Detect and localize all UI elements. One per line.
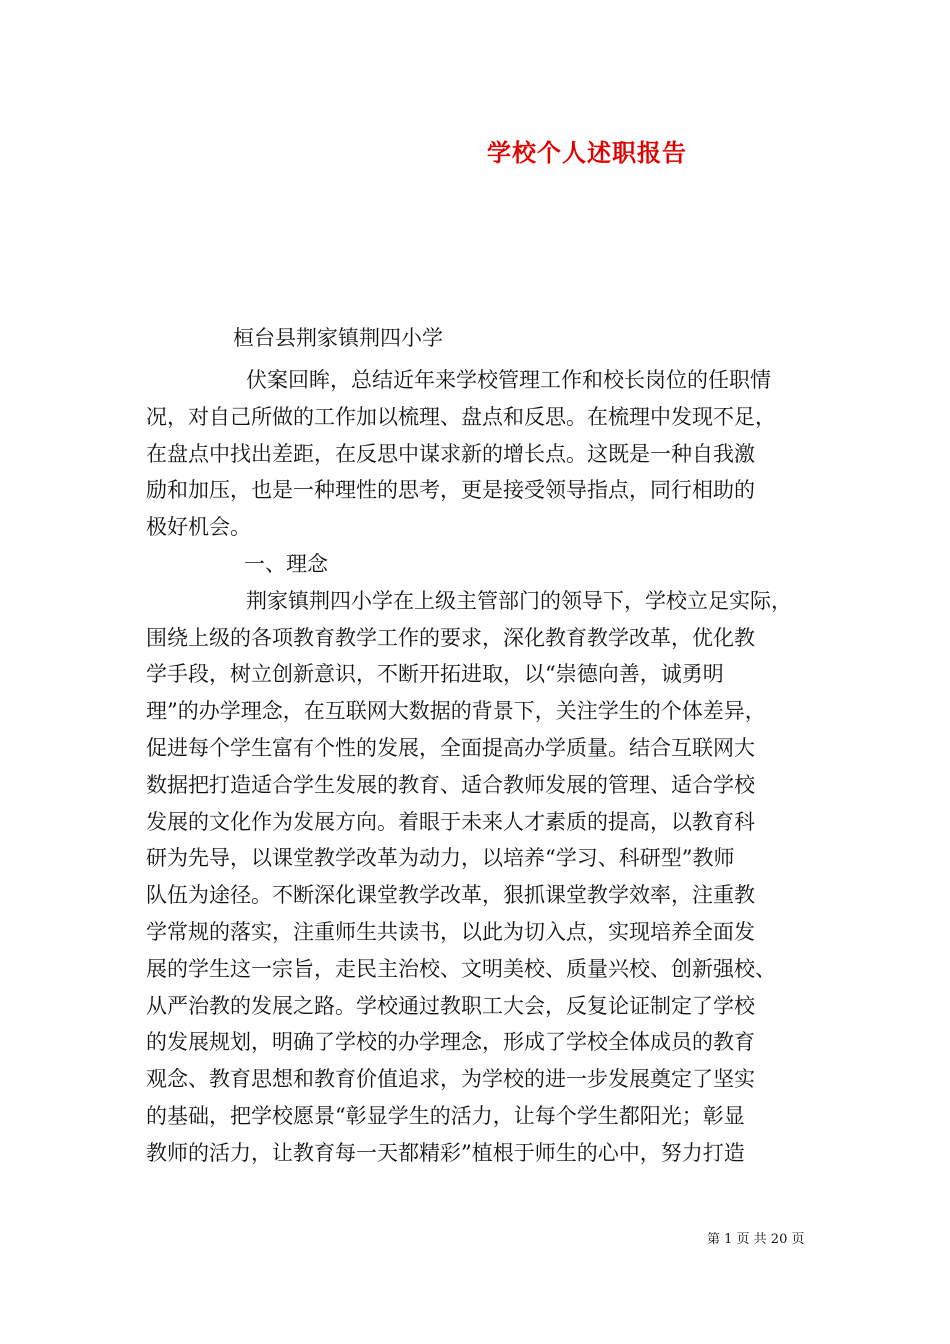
body-line: 发展的文化作为发展方向。着眼于未来人才素质的提高，以教育科	[146, 809, 755, 834]
body-line: 观念、教育思想和教育价值追求，为学校的进一步发展奠定了坚实	[146, 1067, 755, 1092]
body-line: 况，对自己所做的工作加以梳理、盘点和反思。在梳理中发现不足，	[146, 404, 776, 429]
body-line: 数据把打造适合学生发展的教育、适合教师发展的管理、适合学校	[146, 772, 755, 797]
document-title: 学校个人述职报告	[487, 138, 687, 167]
school-name: 桓台县荆家镇荆四小学	[233, 326, 443, 350]
body-line: 展的学生这一宗旨，走民主治校、文明美校、质量兴校、创新强校、	[146, 956, 776, 981]
body-line: 学常规的落实，注重师生共读书，以此为切入点，实现培养全面发	[146, 919, 755, 944]
body-line: 研为先导，以课堂教学改革为动力，以培养“学习、科研型”教师	[146, 846, 735, 871]
body-line: 在盘点中找出差距，在反思中谋求新的增长点。这既是一种自我激	[146, 441, 755, 466]
body-line: 极好机会。	[146, 515, 251, 540]
document-body	[146, 362, 846, 1172]
body-line: 的发展规划，明确了学校的办学理念，形成了学校全体成员的教育	[146, 1030, 755, 1055]
page-footer: 第 1 页 共 20 页	[707, 1232, 805, 1247]
body-line: 荆家镇荆四小学在上级主管部门的领导下，学校立足实际，	[246, 588, 792, 613]
body-line: 围绕上级的各项教育教学工作的要求，深化教育教学改革，优化教	[146, 625, 755, 650]
body-line: 学手段，树立创新意识，不断开拓进取，以“崇德向善，诚勇明	[146, 662, 724, 687]
body-line: 从严治教的发展之路。学校通过教职工大会，反复论证制定了学校	[146, 993, 755, 1018]
body-line: 励和加压，也是一种理性的思考，更是接受领导指点，同行相助的	[146, 478, 755, 503]
body-line: 队伍为途径。不断深化课堂教学改革，狠抓课堂教学效率，注重教	[146, 883, 755, 908]
body-line: 促进每个学生富有个性的发展，全面提高办学质量。结合互联网大	[146, 735, 755, 760]
section-heading: 一、理念	[244, 551, 328, 576]
body-line: 伏案回眸，总结近年来学校管理工作和校长岗位的任职情	[246, 368, 771, 392]
body-line: 的基础，把学校愿景“彰显学生的活力，让每个学生都阳光；彰显	[146, 1103, 745, 1128]
body-line: 理”的办学理念，在互联网大数据的背景下，关注学生的个体差异，	[146, 699, 766, 724]
body-line: 教师的活力，让教育每一天都精彩”植根于师生的心中，努力打造	[146, 1140, 745, 1165]
